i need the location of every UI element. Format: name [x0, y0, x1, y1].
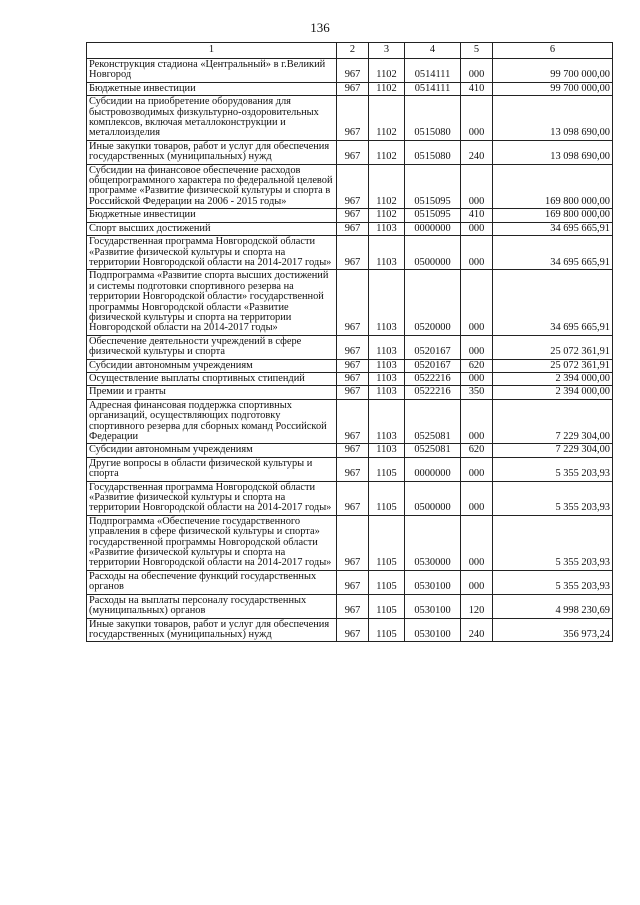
item-code: 967 [337, 481, 369, 515]
item-amount: 13 098 690,00 [493, 96, 613, 141]
item-target: 0000000 [405, 222, 461, 235]
item-name: Осуществление выплаты спортивных стипендий [87, 372, 337, 385]
table-row [87, 359, 613, 372]
table-row [87, 59, 613, 83]
item-name: Другие вопросы в области физической культуры и спорта [87, 457, 337, 481]
header-col-2: 2 [337, 43, 369, 59]
item-expense-type: 000 [461, 236, 493, 270]
item-name: Бюджетные инвестиции [87, 209, 337, 222]
item-section: 1103 [369, 222, 405, 235]
item-amount: 2 394 000,00 [493, 372, 613, 385]
item-expense-type: 620 [461, 359, 493, 372]
item-target: 0525081 [405, 399, 461, 444]
item-amount: 5 355 203,93 [493, 570, 613, 594]
item-code: 967 [337, 386, 369, 399]
item-code: 967 [337, 236, 369, 270]
item-amount: 2 394 000,00 [493, 386, 613, 399]
item-expense-type: 000 [461, 96, 493, 141]
table-row [87, 618, 613, 642]
table-row [87, 222, 613, 235]
header-col-5: 5 [461, 43, 493, 59]
header-col-1: 1 [87, 43, 337, 59]
item-section: 1105 [369, 594, 405, 618]
item-code: 967 [337, 164, 369, 209]
table-row [87, 82, 613, 95]
item-code: 967 [337, 82, 369, 95]
item-section: 1105 [369, 481, 405, 515]
item-section: 1102 [369, 140, 405, 164]
item-code: 967 [337, 140, 369, 164]
table-row [87, 386, 613, 399]
item-expense-type: 000 [461, 570, 493, 594]
item-expense-type: 240 [461, 618, 493, 642]
table-body [87, 59, 613, 642]
item-name: Иные закупки товаров, работ и услуг для обеспечения государственных (муниципальных) нужд [87, 140, 337, 164]
item-name: Бюджетные инвестиции [87, 82, 337, 95]
item-name: Расходы на выплаты персоналу государственных (муниципальных) органов [87, 594, 337, 618]
item-target: 0530100 [405, 618, 461, 642]
table-row [87, 594, 613, 618]
page-number: 136 [310, 20, 330, 35]
item-code: 967 [337, 515, 369, 570]
table-row [87, 209, 613, 222]
item-name: Субсидии автономным учреждениям [87, 444, 337, 457]
item-expense-type: 000 [461, 59, 493, 83]
table-row [87, 372, 613, 385]
table-row [87, 236, 613, 270]
item-name: Субсидии на финансовое обеспечение расходов общепрограммного характера по федеральной целевой программе «Развитие физической культуры и спорта в Российской Федерации на 2006 - 2015 годы» [87, 164, 337, 209]
item-code: 967 [337, 372, 369, 385]
table-row [87, 335, 613, 359]
item-target: 0530100 [405, 594, 461, 618]
item-code: 967 [337, 59, 369, 83]
table-row [87, 164, 613, 209]
item-name: Субсидии на приобретение оборудования для быстровозводимых физкультурно-оздоровительных комплексов, включая металлоконструкции и металлоизделия [87, 96, 337, 141]
item-target: 0500000 [405, 481, 461, 515]
item-code: 967 [337, 399, 369, 444]
item-expense-type: 000 [461, 481, 493, 515]
item-amount: 7 229 304,00 [493, 399, 613, 444]
item-expense-type: 000 [461, 457, 493, 481]
item-code: 967 [337, 457, 369, 481]
item-amount: 25 072 361,91 [493, 359, 613, 372]
item-section: 1103 [369, 372, 405, 385]
item-expense-type: 620 [461, 444, 493, 457]
item-section: 1102 [369, 59, 405, 83]
item-amount: 7 229 304,00 [493, 444, 613, 457]
budget-table [86, 42, 613, 642]
item-section: 1103 [369, 236, 405, 270]
item-section: 1103 [369, 444, 405, 457]
item-code: 967 [337, 270, 369, 335]
item-code: 967 [337, 618, 369, 642]
item-amount: 25 072 361,91 [493, 335, 613, 359]
item-section: 1103 [369, 270, 405, 335]
item-code: 967 [337, 570, 369, 594]
item-target: 0530100 [405, 570, 461, 594]
item-section: 1105 [369, 570, 405, 594]
item-expense-type: 000 [461, 335, 493, 359]
item-expense-type: 000 [461, 164, 493, 209]
item-target: 0515095 [405, 164, 461, 209]
item-amount: 13 098 690,00 [493, 140, 613, 164]
item-target: 0514111 [405, 82, 461, 95]
item-name: Реконструкция стадиона «Центральный» в г.Великий Новгород [87, 59, 337, 83]
item-target: 0520167 [405, 359, 461, 372]
item-amount: 99 700 000,00 [493, 82, 613, 95]
table-row [87, 570, 613, 594]
item-expense-type: 000 [461, 222, 493, 235]
item-target: 0515095 [405, 209, 461, 222]
item-expense-type: 410 [461, 82, 493, 95]
item-target: 0515080 [405, 96, 461, 141]
item-section: 1103 [369, 386, 405, 399]
item-name: Подпрограмма «Развитие спорта высших достижений и системы подготовки спортивного резерва на территории Новгородской области» государственной программы Новгородской области «Развитие физической культуры и спорта на территории Новгородской области на 2014-2017 годы» [87, 270, 337, 335]
item-expense-type: 350 [461, 386, 493, 399]
item-name: Премии и гранты [87, 386, 337, 399]
item-code: 967 [337, 359, 369, 372]
item-target: 0000000 [405, 457, 461, 481]
item-amount: 34 695 665,91 [493, 270, 613, 335]
item-section: 1102 [369, 164, 405, 209]
item-code: 967 [337, 209, 369, 222]
item-amount: 356 973,24 [493, 618, 613, 642]
item-code: 967 [337, 222, 369, 235]
table-header [87, 43, 613, 59]
item-amount: 5 355 203,93 [493, 481, 613, 515]
item-expense-type: 410 [461, 209, 493, 222]
header-col-3: 3 [369, 43, 405, 59]
item-target: 0530000 [405, 515, 461, 570]
item-name: Обеспечение деятельности учреждений в сфере физической культуры и спорта [87, 335, 337, 359]
item-section: 1103 [369, 335, 405, 359]
item-expense-type: 240 [461, 140, 493, 164]
table-row [87, 96, 613, 141]
item-expense-type: 000 [461, 270, 493, 335]
item-target: 0500000 [405, 236, 461, 270]
item-code: 967 [337, 335, 369, 359]
item-amount: 169 800 000,00 [493, 164, 613, 209]
table-row [87, 481, 613, 515]
item-name: Адресная финансовая поддержка спортивных организаций, осуществляющих подготовку спортивного резерва для сборных команд Российской Федерации [87, 399, 337, 444]
item-amount: 5 355 203,93 [493, 515, 613, 570]
item-expense-type: 120 [461, 594, 493, 618]
table-row [87, 270, 613, 335]
item-section: 1102 [369, 82, 405, 95]
item-target: 0514111 [405, 59, 461, 83]
item-target: 0520000 [405, 270, 461, 335]
item-section: 1103 [369, 359, 405, 372]
item-amount: 169 800 000,00 [493, 209, 613, 222]
item-expense-type: 000 [461, 372, 493, 385]
item-expense-type: 000 [461, 399, 493, 444]
item-target: 0522216 [405, 372, 461, 385]
item-name: Расходы на обеспечение функций государственных органов [87, 570, 337, 594]
table-row [87, 515, 613, 570]
item-name: Государственная программа Новгородской области «Развитие физической культуры и спорта на территории Новгородской области на 2014-2017 годы» [87, 236, 337, 270]
header-col-4: 4 [405, 43, 461, 59]
item-expense-type: 000 [461, 515, 493, 570]
item-amount: 34 695 665,91 [493, 236, 613, 270]
item-section: 1105 [369, 515, 405, 570]
item-code: 967 [337, 444, 369, 457]
item-section: 1105 [369, 618, 405, 642]
item-section: 1102 [369, 96, 405, 141]
item-amount: 5 355 203,93 [493, 457, 613, 481]
table-row [87, 457, 613, 481]
item-name: Иные закупки товаров, работ и услуг для обеспечения государственных (муниципальных) нужд [87, 618, 337, 642]
table-row [87, 399, 613, 444]
header-row [87, 43, 613, 59]
item-section: 1105 [369, 457, 405, 481]
item-name: Спорт высших достижений [87, 222, 337, 235]
table-row [87, 444, 613, 457]
header-col-6: 6 [493, 43, 613, 59]
item-name: Государственная программа Новгородской области «Развитие физической культуры и спорта на территории Новгородской области на 2014-2017 годы» [87, 481, 337, 515]
item-section: 1102 [369, 209, 405, 222]
item-target: 0520167 [405, 335, 461, 359]
item-name: Субсидии автономным учреждениям [87, 359, 337, 372]
item-target: 0525081 [405, 444, 461, 457]
item-amount: 99 700 000,00 [493, 59, 613, 83]
item-amount: 4 998 230,69 [493, 594, 613, 618]
item-code: 967 [337, 96, 369, 141]
item-amount: 34 695 665,91 [493, 222, 613, 235]
item-section: 1103 [369, 399, 405, 444]
item-target: 0515080 [405, 140, 461, 164]
item-code: 967 [337, 594, 369, 618]
table-row [87, 140, 613, 164]
item-target: 0522216 [405, 386, 461, 399]
item-name: Подпрограмма «Обеспечение государственного управления в сфере физической культуры и спорта» государственной программы Новгородской области «Развитие физической культуры и спорта на территории Новгородской области на 2014-2017 годы» [87, 515, 337, 570]
